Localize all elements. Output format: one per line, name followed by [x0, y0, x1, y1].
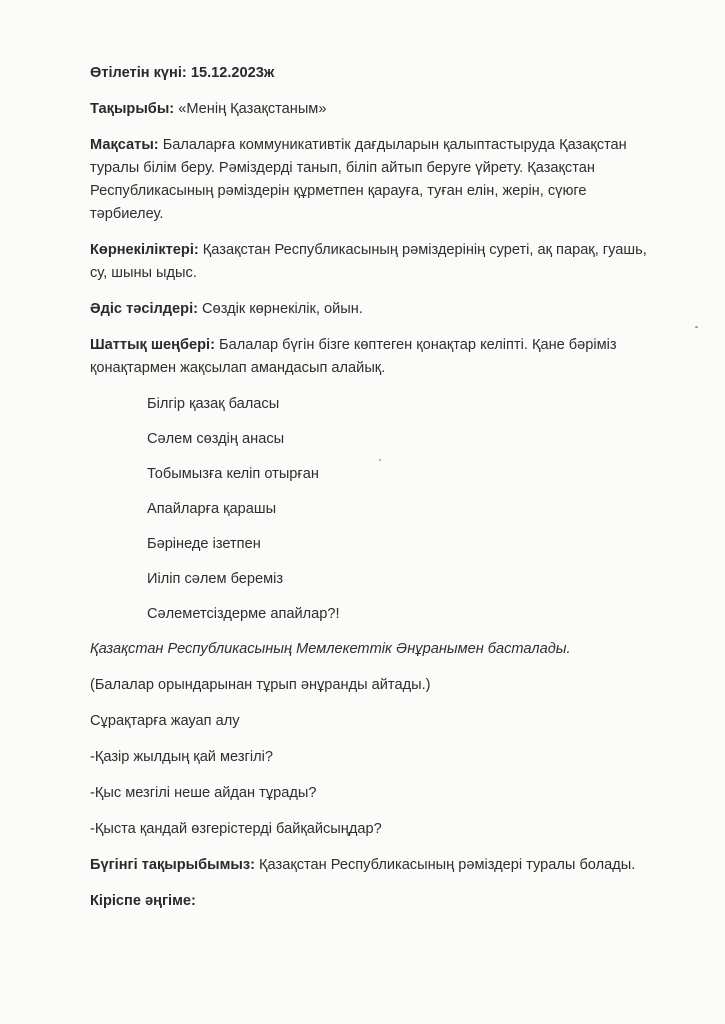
methods-paragraph: [90, 298, 650, 321]
lesson-plan-text: [90, 62, 650, 926]
topic-value: «Менің Қазақстаным»: [174, 101, 327, 117]
date-line: [90, 62, 650, 85]
today-topic-paragraph: [90, 854, 650, 877]
anthem-line: Қазақстан Республикасының Мемлекеттік Әнұранымен басталады.: [90, 641, 571, 657]
methods-value: Сөздік көрнекілік, ойын.: [198, 301, 363, 317]
poem-line: Сәлем сөздің анасы: [147, 431, 285, 447]
goal-label: Мақсаты:: [90, 137, 159, 153]
question-item: -Қыс мезгілі неше айдан тұрады?: [90, 785, 317, 801]
visuals-value: Қазақстан Республикасының рәміздерінің суреті, ақ парақ, гуашь, су, шыны ыдыс.: [90, 242, 647, 281]
intro-line: [90, 890, 650, 913]
poem-line: Тобымызға келіп отырған: [147, 466, 319, 482]
question-item: -Қазір жылдың қай мезгілі?: [90, 749, 273, 765]
question-item: -Қыста қандай өзгерістерді байқайсыңдар?: [90, 821, 382, 837]
anthem-note: (Балалар орындарынан тұрып әнұранды айтады.): [90, 677, 431, 693]
poem-line: Сәлеметсіздерме апайлар?!: [147, 606, 340, 622]
circle-label: Шаттық шеңбері:: [90, 337, 215, 353]
circle-paragraph: [90, 334, 650, 380]
poem-line: Иіліп сәлем береміз: [147, 571, 284, 587]
date-label: Өтілетін күні:: [90, 65, 187, 81]
poem-line: Бәрінеде ізетпен: [147, 536, 261, 552]
date-value: 15.12.2023ж: [186, 65, 275, 81]
goal-paragraph: [90, 134, 650, 226]
topic-line: [90, 98, 650, 121]
today-topic-label: Бүгінгі тақырыбымыз:: [90, 857, 255, 873]
greeting-poem: [147, 393, 650, 626]
visuals-label: Көрнекіліктері:: [90, 242, 199, 258]
circle-value: Балалар бүгін бізге көптеген қонақтар келіпті. Қане бәріміз қонақтармен жақсылап амандасып алайық.: [90, 337, 617, 376]
topic-label: Тақырыбы:: [90, 101, 175, 117]
scan-speck: [695, 326, 698, 328]
methods-label: Әдіс тәсілдері:: [90, 301, 198, 317]
questions-intro: Сұрақтарға жауап алу: [90, 713, 240, 729]
goal-value: Балаларға коммуникативтік дағдыларын қалыптастыруда Қазақстан туралы білім беру. Рәміздерді танып, біліп айтып беруге үйрету. Қазақстан Республикасының рәміздерін құрметпен қарауға, туған елін, жерін, сүюге тәрбиелеу.: [90, 137, 627, 222]
poem-line: Апайларға қарашы: [147, 501, 277, 517]
intro-label: Кіріспе әңгіме:: [90, 893, 196, 909]
visuals-paragraph: [90, 239, 650, 285]
poem-line: Білгір қазақ баласы: [147, 396, 280, 412]
scan-speck: [379, 459, 381, 461]
today-topic-value: Қазақстан Республикасының рәміздері туралы болады.: [255, 857, 636, 873]
